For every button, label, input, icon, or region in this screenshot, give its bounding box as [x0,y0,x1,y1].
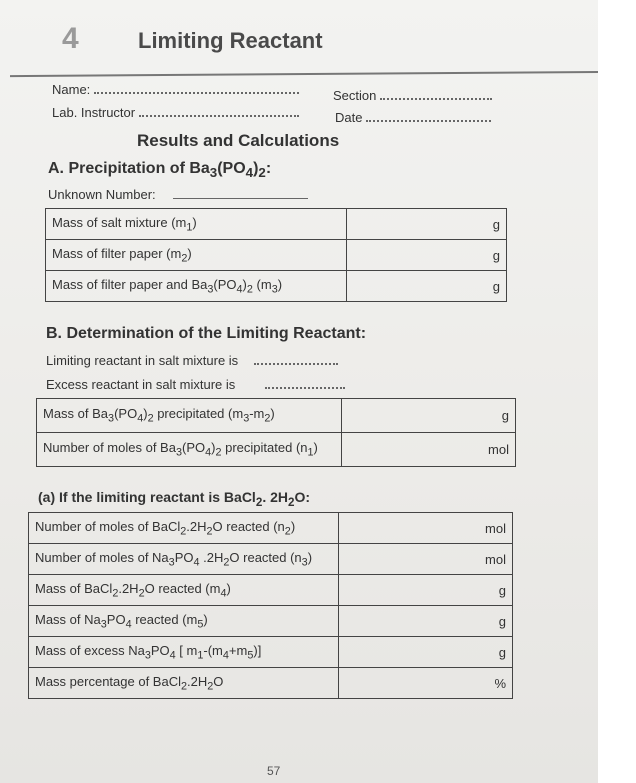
section-field[interactable] [333,88,492,103]
value-cell[interactable] [339,575,480,606]
part-a-limiting-table [28,512,513,699]
unit-cell: mol [479,513,512,544]
table-row [29,513,513,544]
row-label: Number of moles of $BaCl_2.2H_2O$ reacted $(n_2)$ [29,513,339,544]
table-row [37,433,516,467]
instructor-label: Lab. Instructor [52,105,136,120]
date-label: Date [335,110,363,125]
value-cell[interactable] [339,606,480,637]
unit-cell: g [487,271,507,302]
value-cell[interactable] [346,271,487,302]
section-blank[interactable] [380,88,492,100]
part-a-limiting-heading: (a) If the limiting reactant is BaCl$_2$. $2H_2O$: [38,489,311,509]
row-label: Mass of $BaCl_2.2H_2O$ reacted $(m_4)$ [29,575,339,606]
unit-cell: g [482,399,515,433]
excess-reactant-field[interactable] [46,377,345,392]
value-cell[interactable] [339,544,480,575]
name-field[interactable] [52,82,299,97]
limiting-reactant-field[interactable] [46,353,338,368]
unit-cell: g [479,606,512,637]
unit-cell: g [479,637,512,668]
limiting-reactant-blank[interactable] [254,353,338,365]
row-label: Number of moles of $Ba_3(PO_4)_2$ precipitated $(n_1)$ [37,433,342,467]
excess-reactant-blank[interactable] [265,377,345,389]
unknown-number-blank[interactable] [173,188,308,199]
section-label: Section [333,88,377,103]
value-cell[interactable] [339,513,480,544]
date-field[interactable] [335,110,491,125]
unknown-number-field[interactable] [48,187,308,202]
instructor-blank[interactable] [139,105,299,117]
right-margin [598,0,636,783]
value-cell[interactable] [346,240,487,271]
row-label: Mass of filter paper and $Ba_3(PO_4)_2$ $(m_3)$ [46,271,347,302]
value-cell[interactable] [339,668,480,699]
table-row [29,575,513,606]
date-blank[interactable] [366,110,491,122]
part-b-heading: B. Determination of the Limiting Reactant: [46,325,367,342]
name-blank[interactable] [94,82,299,94]
table-row [46,271,507,302]
unit-cell: g [479,575,512,606]
unit-cell: % [479,668,512,699]
table-row [46,240,507,271]
excess-reactant-label: Excess reactant in salt mixture is [46,377,236,392]
chapter-number: 4 [62,22,79,55]
table-row [46,209,507,240]
row-label: Mass of $Na_3PO_4$ reacted $(m_5)$ [29,606,339,637]
value-cell[interactable] [342,399,483,433]
row-label: Number of moles of $Na_3PO_4$ $.2H_2O$ reacted $(n_3)$ [29,544,339,575]
part-a-heading: A. Precipitation of $Ba_3(PO_4)_2$: [48,160,272,181]
instructor-field[interactable] [52,105,299,120]
unit-cell: mol [479,544,512,575]
table-row [29,637,513,668]
unit-cell: mol [482,433,515,467]
part-a-table [45,208,507,302]
unit-cell: g [487,240,507,271]
table-row [29,606,513,637]
row-label: Mass percentage of $BaCl_2.2H_2O$ [29,668,339,699]
limiting-reactant-label: Limiting reactant in salt mixture is [46,353,239,368]
part-b-table [36,398,516,467]
unknown-number-label: Unknown Number: [48,187,156,202]
table-row [37,399,516,433]
row-label: Mass of filter paper $(m_2)$ [46,240,347,271]
results-title: Results and Calculations [137,131,340,150]
row-label: Mass of excess $Na_3PO_4$ [ $m_1-(m_4+m_5)$] [29,637,339,668]
value-cell[interactable] [339,637,480,668]
table-row [29,668,513,699]
row-label: Mass of $Ba_3(PO_4)_2$ precipitated $(m_3-m_2)$ [37,399,342,433]
header-rule [10,71,598,77]
table-row [29,544,513,575]
row-label: Mass of salt mixture $(m_1)$ [46,209,347,240]
page-number: 57 [267,764,281,778]
chapter-title: Limiting Reactant [138,28,323,53]
value-cell[interactable] [342,433,483,467]
name-label: Name: [52,82,91,97]
unit-cell: g [487,209,507,240]
value-cell[interactable] [346,209,487,240]
